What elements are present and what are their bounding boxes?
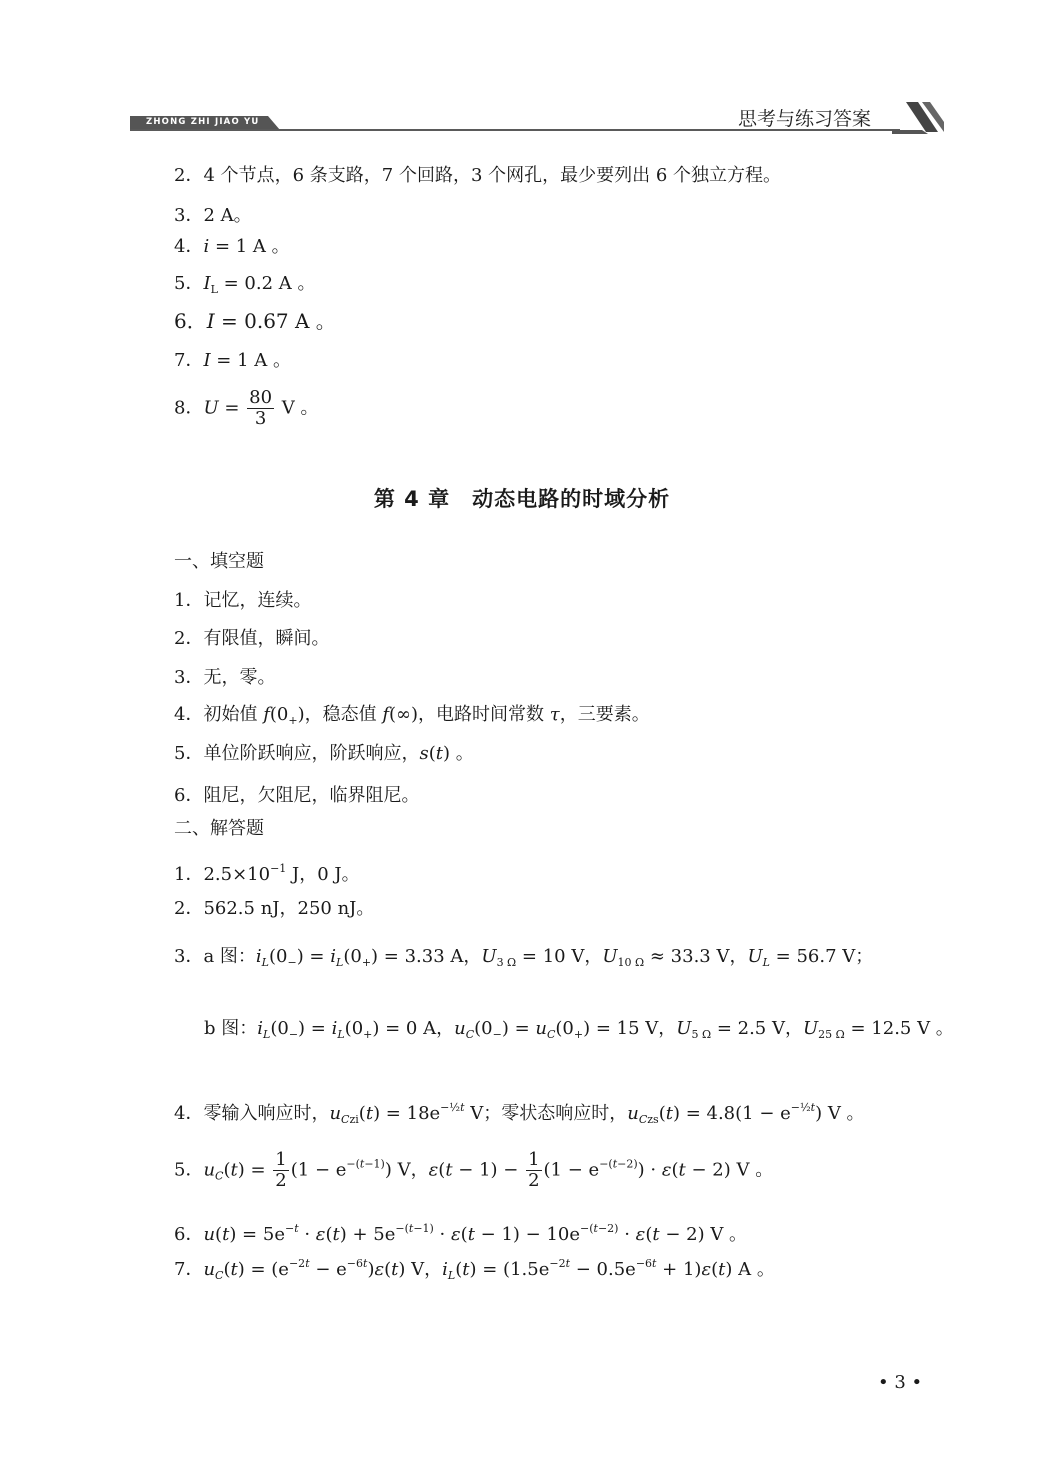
list-item: 5．$u_C(t)$ = $\frac{1}{2}$ $(1 - e^{-(t-1)})$ V，ε(t − 1) − $\frac{1}{2}$ $(1 - e^{-(t-2)}) \cdot \varepsilon(t - 2)$ V 。 (174, 1149, 774, 1191)
answer-line (174, 205, 252, 227)
list-item: 1．$2.5\times 10^{-1}$ J，0 J。 (174, 862, 360, 885)
chapter-title: 第 4 章 动态电路的时域分析 (373, 487, 671, 511)
list-item: 6．阻尼，欠阻尼，临界阻尼。 (174, 785, 420, 806)
list-item: 2．562.5 nJ，250 nJ。 (174, 898, 375, 919)
list-item: 4．初始值 $f(0_+)$，稳态值 f(∞)，电路时间常数 τ，三要素。 (174, 704, 650, 727)
answer-line: 5．$I_L = 0.2$ A 。 (174, 273, 316, 296)
fraction: $\frac{80}{3}$ (249, 387, 273, 429)
list-item: 6．$u(t) = 5e^{-t} \cdot \varepsilon(t) + 5e^{-(t-1)} \cdot \varepsilon(t - 1) - 10e^{-(t-2)} \cdot \varepsilon(t - 2)$ V 。 (174, 1222, 748, 1245)
list-item: 3．a 图：$i_L(0_-) = i_L(0_+) = 3.33$ A，$U_{3 \Omega} = 10$ V，$U_{10 \Omega} \approx 33.3$ V，$U_L = 56.7$ V； (174, 946, 874, 969)
list-item: b 图：$i_L(0_-) = i_L(0_+) = 0$ A，$u_C(0_-) = u_C(0_+) = 15$ V，$U_{5 \Omega} = 2.5$ V，$U_{25 \Omega} = 12.5$ V 。 (204, 1018, 954, 1041)
answer-text: 2．4 个节点，6 条支路，7 个回路，3 个网孔，最少要列出 6 个独立方程。 (174, 165, 782, 186)
page-number: • 3 • (878, 1372, 923, 1393)
list-item: 1．记忆，连续。 (174, 590, 312, 611)
list-item: 2．有限值，瞬间。 (174, 628, 330, 649)
answer-line: 7．I = 1 A 。 (174, 350, 291, 371)
list-item: 5．单位阶跃响应，阶跃响应，s(t) 。 (174, 743, 474, 764)
list-item: 7．$u_C(t) = (e^{-2t} - e^{-6t})\varepsilon(t)$ V，$i_L(t) = (1.5e^{-2t} - 0.5e^{-6t} + 1)\varepsilon(t)$ A 。 (174, 1257, 775, 1282)
list-item: 3．无，零。 (174, 667, 276, 688)
list-item: 4．零输入响应时，$u_{Czi}(t) = 18e^{-\frac{1}{2}t}$ V；零状态响应时，$u_{Czs}(t) = 4.8(1 - e^{-\frac{1}{2}t})$ V 。 (174, 1101, 865, 1126)
fraction: $\frac{1}{2}$ (528, 1149, 540, 1191)
answer-line: 6．I = 0.67 A 。 (174, 309, 336, 333)
answer-text: 3．2 A。 (174, 205, 252, 226)
section-heading: 一、填空题 (174, 551, 264, 572)
section-heading: 二、解答题 (174, 818, 264, 839)
answer-line: 8．U = $\frac{80}{3}$ V 。 (174, 387, 319, 429)
chevron-icon (892, 100, 944, 134)
answer-line (174, 165, 781, 187)
header-band-text: ZHONG ZHI JIAO YU (146, 117, 260, 127)
header-title: 思考与练习答案 (738, 108, 872, 130)
answer-line: 4．i = 1 A 。 (174, 236, 290, 257)
fraction: $\frac{1}{2}$ (275, 1149, 287, 1191)
